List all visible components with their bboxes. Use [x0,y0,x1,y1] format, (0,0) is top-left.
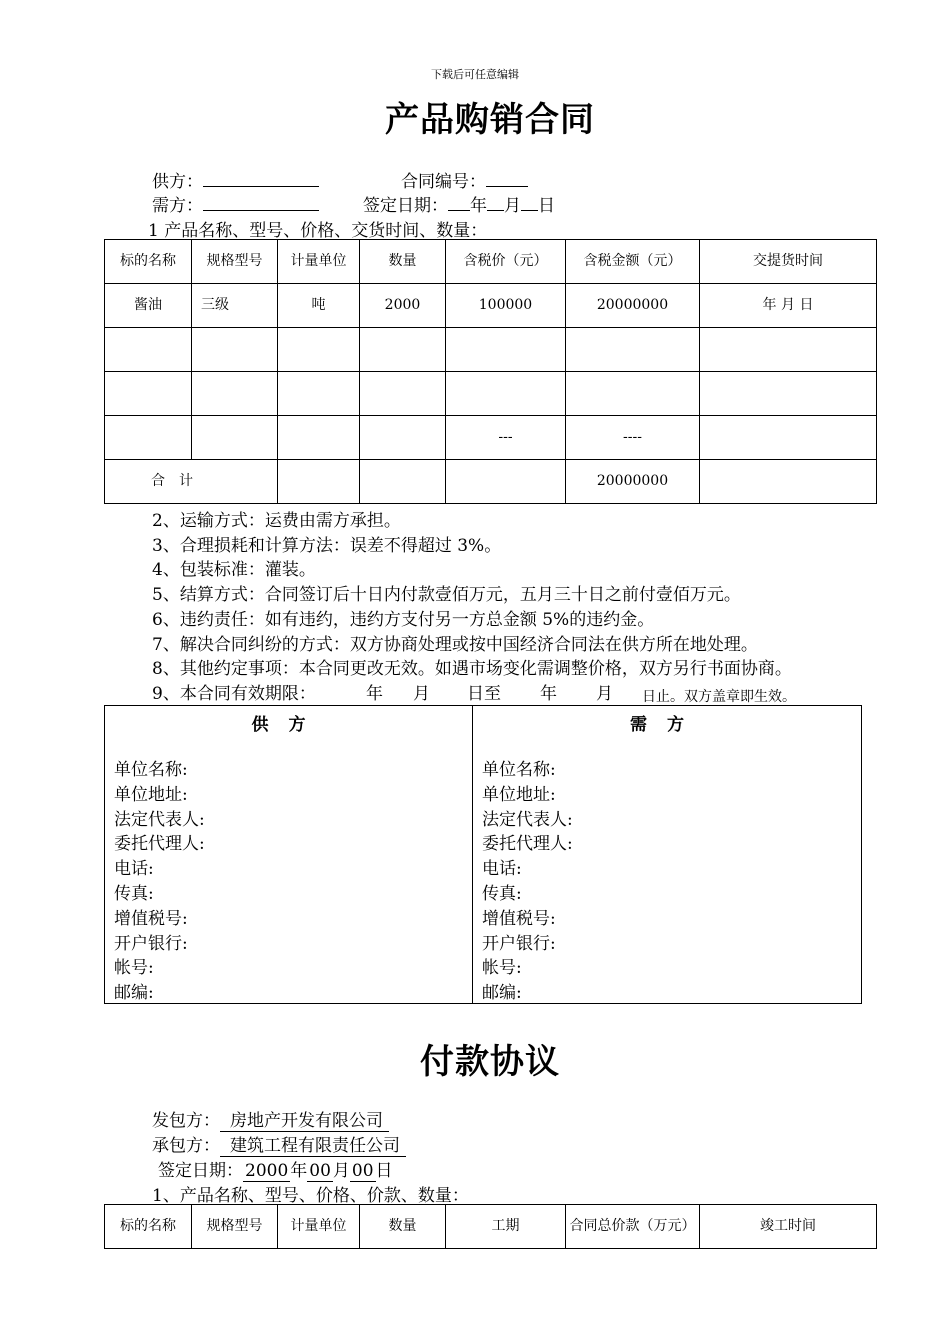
item-1-heading: 1 产品名称、型号、价格、交货时间、数量： [148,221,488,241]
month-blank[interactable] [487,192,504,211]
term-dispute: 7、解决合同纠纷的方式：双方协商处理或按中国经济合同法在供方所在地处理。 [152,634,758,655]
field-fax: 传真: [114,883,154,904]
table-row [105,372,877,416]
header-cell: 含税金额（元） [566,240,700,284]
payment-table-header [105,1205,877,1249]
buyer-box [472,705,862,1004]
payment-year-suffix: 年 [290,1161,308,1181]
header-note: 下载后可任意编辑 [431,68,519,81]
subcontractor-label: 承包方： [152,1136,220,1156]
total-row [105,460,877,504]
payment-day-suffix: 日 [375,1161,393,1181]
contract-no-blank[interactable] [486,168,528,187]
validity-month: 月 [413,683,430,704]
payment-sign-date-label: 签定日期： [158,1161,243,1181]
field-unit-name: 单位名称: [482,760,556,780]
header-cell: 标的名称 [105,1205,192,1249]
table-cell[interactable] [700,328,877,372]
table-row [105,284,877,328]
table-cell[interactable] [360,416,446,460]
table-cell[interactable]: 年 月 日 [700,284,877,328]
table-cell[interactable] [700,460,877,504]
supplier-line [152,167,319,192]
payment-year-value[interactable]: 2000 [245,1161,289,1181]
field-phone: 电话: [114,859,154,880]
supplier-label: 供方： [152,172,203,192]
table-cell[interactable] [192,416,278,460]
field-agent: 委托代理人: [482,834,573,855]
sign-date-label: 签定日期： [363,196,448,216]
table-cell[interactable] [446,372,566,416]
validity-year: 年 [366,683,383,704]
payment-table [104,1204,877,1249]
field-legal-rep: 法定代表人: [482,809,573,830]
month-suffix: 月 [504,196,521,216]
validity-tail: 日止。双方盖章即生效。 [642,688,796,705]
field-unit-name: 单位名称: [114,760,188,780]
header-cell: 规格型号 [192,1205,278,1249]
year-blank[interactable] [448,192,470,211]
field-bank: 开户银行: [482,933,556,954]
field-unit-address: 单位地址: [482,784,556,805]
year-suffix: 年 [470,196,487,216]
table-cell[interactable] [278,416,360,460]
field-account: 帐号: [114,958,154,979]
term-packaging: 4、包装标准：灌装。 [152,560,316,581]
contractor-label: 发包方： [152,1111,220,1131]
total-label: 合 计 [105,460,278,504]
payment-title: 付款协议 [420,1042,560,1082]
field-unit-address: 单位地址: [114,784,188,805]
table-cell[interactable]: 100000 [446,284,566,328]
field-phone: 电话: [482,859,522,880]
field-account: 帐号: [482,958,522,979]
product-table [104,239,877,504]
validity-year2: 年 [540,683,557,704]
payment-item-1-heading: 1、产品名称、型号、价格、价款、数量： [152,1186,469,1206]
subcontractor-value[interactable]: 建筑工程有限责任公司 [220,1136,406,1157]
table-cell[interactable] [566,372,700,416]
payment-month-value[interactable]: 00 [309,1161,331,1181]
table-cell[interactable] [278,372,360,416]
table-cell[interactable] [192,328,278,372]
header-cell: 标的名称 [105,240,192,284]
header-cell: 含税价（元） [446,240,566,284]
field-postcode: 邮编: [482,983,522,1004]
field-bank: 开户银行: [114,933,188,954]
day-blank[interactable] [521,192,538,211]
term-settlement: 5、结算方式：合同签订后十日内付款壹佰万元，五月三十日之前付壹佰万元。 [152,585,741,606]
supplier-blank[interactable] [203,168,319,187]
subcontractor-line [152,1131,406,1156]
total-amount[interactable]: 20000000 [566,460,700,504]
supplier-fields [114,758,205,1006]
term-other: 8、其他约定事项：本合同更改无效。如遇市场变化需调整价格，双方另行书面协商。 [152,659,792,680]
header-cell: 交提货时间 [700,240,877,284]
field-agent: 委托代理人: [114,834,205,855]
table-cell[interactable] [566,328,700,372]
table-cell[interactable] [105,328,192,372]
validity-month2: 月 [596,683,613,704]
table-cell[interactable] [700,372,877,416]
contract-no-line [401,167,528,192]
header-cell: 合同总价款（万元） [566,1205,700,1249]
table-cell[interactable] [105,416,192,460]
table-cell[interactable] [360,328,446,372]
payment-day-value[interactable]: 00 [351,1161,374,1181]
validity-day-to: 日至 [467,683,501,704]
field-vat-no: 增值税号: [114,908,188,929]
sign-date-line [363,191,555,216]
buyer-fields [482,758,573,1006]
table-cell[interactable] [700,416,877,460]
header-cell: 工期 [446,1205,566,1249]
field-postcode: 邮编: [114,983,154,1004]
contract-title: 产品购销合同 [385,100,595,140]
terms-list [152,509,796,706]
table-cell[interactable] [278,460,360,504]
supplier-box-title: 供方 [251,715,326,735]
table-cell[interactable]: 三级 [192,284,278,328]
table-row [105,328,877,372]
table-cell[interactable] [105,372,192,416]
product-table-header [105,240,877,284]
table-cell[interactable] [446,328,566,372]
header-cell: 规格型号 [192,240,278,284]
term-loss: 3、合理损耗和计算方法：误差不得超过 3%。 [152,535,502,556]
header-cell: 数量 [360,1205,446,1249]
payment-month-suffix: 月 [332,1161,350,1181]
header-cell: 计量单位 [278,240,360,284]
table-cell[interactable]: --- [446,416,566,460]
field-fax: 传真: [482,883,522,904]
table-cell[interactable] [192,372,278,416]
table-cell[interactable] [446,460,566,504]
table-cell[interactable] [278,328,360,372]
table-cell[interactable] [360,460,446,504]
contractor-line [152,1106,389,1131]
term-validity [152,682,796,706]
table-cell[interactable]: 酱油 [105,284,192,328]
table-cell[interactable]: ---- [566,416,700,460]
header-cell: 竣工时间 [700,1205,877,1249]
contractor-value[interactable]: 房地产开发有限公司 [220,1111,389,1132]
table-cell[interactable] [360,372,446,416]
table-row [105,416,877,460]
table-cell[interactable]: 吨 [278,284,360,328]
buyer-box-title: 需方 [630,715,704,735]
table-cell[interactable]: 2000 [360,284,446,328]
payment-sign-date-line [158,1156,393,1181]
buyer-blank[interactable] [203,192,319,211]
day-suffix: 日 [538,196,555,216]
term-breach: 6、违约责任：如有违约，违约方支付另一方总金额 5%的违约金。 [152,609,655,630]
header-cell: 计量单位 [278,1205,360,1249]
table-cell[interactable]: 20000000 [566,284,700,328]
field-vat-no: 增值税号: [482,908,556,929]
buyer-line [152,191,319,216]
header-cell: 数量 [360,240,446,284]
buyer-label: 需方： [152,196,203,216]
term-validity-label: 9、本合同有效期限： [152,683,316,704]
field-legal-rep: 法定代表人: [114,809,205,830]
supplier-box [104,705,473,1004]
contract-no-label: 合同编号： [401,172,486,192]
term-transport: 2、运输方式：运费由需方承担。 [152,511,401,531]
